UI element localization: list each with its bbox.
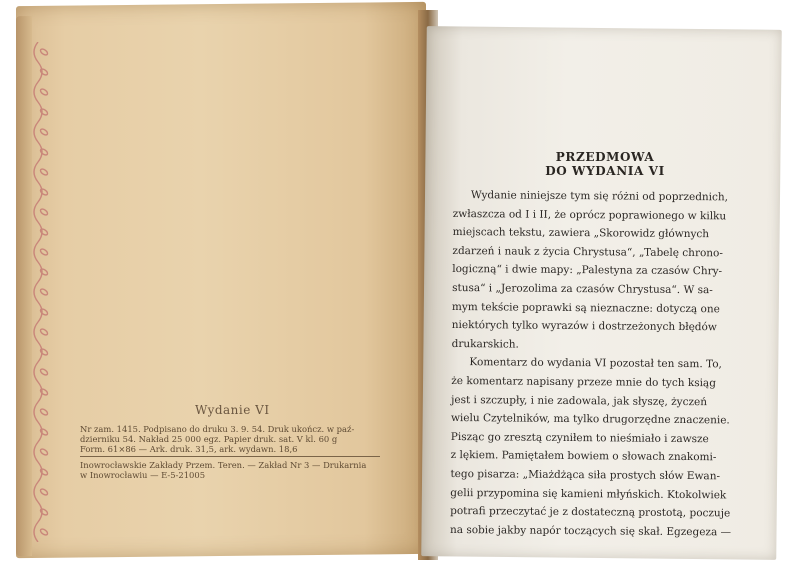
body-line: że komentarz napisany przeze mnie do tych ksiąg: [451, 374, 716, 390]
ornament-leaf: [39, 348, 48, 356]
ornament-leaf: [39, 168, 48, 176]
body-line: zdarzeń i nauk z życia Chrystusa“, „Tabelę chrono-: [452, 244, 723, 260]
ornament-leaf: [39, 408, 48, 416]
body-line: potrafi przeczytać je z dostateczną prostotą, poczuje: [450, 505, 731, 520]
ornament-leaf: [39, 268, 48, 276]
body-line: tego pisarza: „Miażdżąca siła prostych słów Ewan-: [450, 467, 721, 483]
body-line: drukarskich.: [451, 337, 519, 351]
body-line: wielu Czytelników, ma tylko drugorzędne znaczenie.: [450, 412, 730, 427]
ornament-leaf: [39, 368, 48, 376]
ornament-leaf: [39, 208, 48, 216]
printer-line: w Inowrocławiu — E-5-21005: [80, 470, 206, 480]
ornament-leaf: [39, 188, 48, 196]
ornament-leaf: [39, 108, 48, 116]
ornament-leaf: [39, 128, 48, 136]
ornament-leaf: [39, 468, 48, 476]
body-line: na sobie jakby napór toczących się skał. Egzegeza —: [449, 523, 732, 539]
ornament-leaf: [39, 288, 48, 296]
ornament-leaf: [39, 528, 48, 536]
body-line: Komentarz do wydania VI pozostał ten sam. To,: [469, 356, 722, 371]
body-line: Pisząc go zresztą czyniłem to nieśmiało i zawsze: [450, 430, 709, 445]
body-line: zwłaszcza od I i II, że oprócz poprawionego w kilku: [452, 207, 727, 222]
body-line: logiczną“ i dwie mapy: „Palestyna za czasów Chry-: [452, 263, 723, 278]
preface-body: [450, 186, 753, 542]
ornament-leaf: [39, 248, 48, 256]
body-line: jest i szczupły, i nie zadowala, jak słyszę, życzeń: [451, 393, 708, 408]
ornament-leaf: [39, 508, 48, 516]
ornament-leaf: [39, 148, 48, 156]
imprint-line: Form. 61×86 — Ark. druk. 31,5, ark. wydawn. 18,6: [80, 444, 298, 454]
imprint-line: dzierniku 54. Nakład 25 000 egz. Papier druk. sat. V kl. 60 g: [80, 434, 338, 444]
body-line: miejscach tekstu, zawiera „Skorowidz głównych: [452, 226, 710, 241]
printer-line: Inowrocławskie Zakłady Przem. Teren. — Zakład Nr 3 — Drukarnia: [80, 460, 367, 470]
preface-heading-line2: DO WYDANIA VI: [545, 164, 665, 178]
preface-heading-line1: PRZEDMOWA: [555, 150, 655, 164]
ornament-leaf: [39, 388, 48, 396]
ornament-leaf: [39, 48, 48, 56]
body-line: z lękiem. Pamiętałem bowiem o słowach znakomi-: [450, 449, 717, 464]
body-line: niektórych tylko wyrazów i dostrzeżonych błędów: [451, 319, 717, 334]
ornament-leaf: [39, 88, 48, 96]
imprint-divider: [80, 456, 380, 457]
printer-block: [80, 460, 385, 480]
ornament-leaf: [39, 448, 48, 456]
ornament-leaf: [39, 328, 48, 336]
ornament-leaf: [39, 428, 48, 436]
imprint-block: [80, 424, 385, 454]
body-line: Wydanie niniejsze tym się różni od poprzednich,: [470, 189, 729, 204]
imprint-line: Nr zam. 1415. Podpisano do druku 3. 9. 54. Druk ukończ. w paź-: [80, 424, 355, 434]
ornament-leaf: [39, 488, 48, 496]
ornament-leaf: [39, 308, 48, 316]
body-line: mym tekście poprawki są nieznaczne: dotyczą one: [451, 300, 720, 315]
ornament-leaf: [39, 68, 48, 76]
edition-title: Wydanie VI: [195, 403, 270, 417]
body-line: gelii przypomina się kamieni młyńskich. Ktokolwiek: [450, 486, 727, 501]
body-line: stusa“ i „Jerozolima za czasów Chrystusa“. W sa-: [452, 281, 713, 297]
floral-border-ornament: [26, 42, 50, 542]
ornament-leaf: [39, 228, 48, 236]
